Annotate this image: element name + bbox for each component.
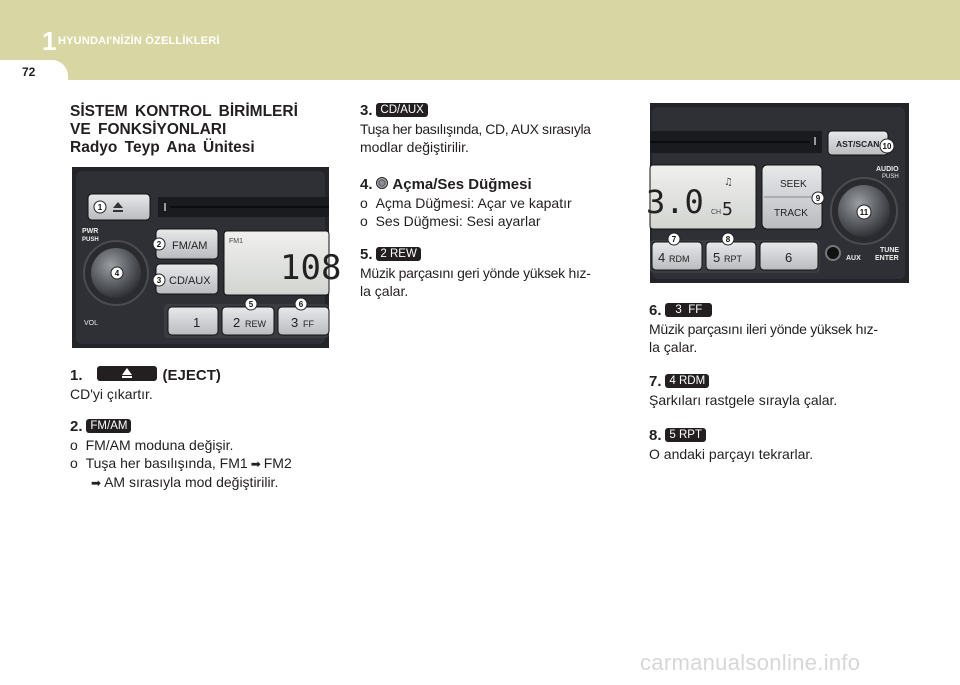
item-7 <box>649 372 911 409</box>
aux-jack <box>826 246 840 260</box>
item-1-text: CD'yi çıkartır. <box>70 386 153 402</box>
preset-5-number: 5 <box>713 250 721 265</box>
preset-5-rpt-label: RPT <box>724 254 742 264</box>
item-2 <box>70 417 332 492</box>
item-4-bullet-1: Açma Düğmesi: Açar ve kapatır <box>375 195 572 211</box>
preset-1-label: 1 <box>193 315 201 330</box>
svg-text:10: 10 <box>882 142 892 151</box>
item-7-number: 7. <box>649 373 662 390</box>
preset-2-rew-label: REW <box>245 319 266 329</box>
item-6-text-2: la çalar. <box>649 339 698 355</box>
section-heading <box>70 103 332 157</box>
item-6-text-1: Müzik parçasını ileri yönde yüksek hız- <box>649 321 878 337</box>
svg-text:2: 2 <box>156 240 162 249</box>
bullet-mark: o <box>360 195 368 211</box>
pwr-label: PWR <box>82 228 99 235</box>
item-1 <box>70 366 332 403</box>
disc-icon: ♫ <box>724 177 733 188</box>
preset-4-rdm-label: RDM <box>669 254 690 264</box>
item-3-text-1: Tuşa her basılışında, CD, AUX sırasıyla <box>360 121 591 137</box>
radio-main-unit-image-left <box>72 167 342 348</box>
item-2-bullet-1: FM/AM moduna değişir. <box>85 437 234 453</box>
chapter-title: HYUNDAI'NİZİN ÖZELLİKLERİ <box>58 35 220 47</box>
item-8-text: O andaki parçayı tekrarlar. <box>649 446 814 462</box>
item-5-text-2: la çalar. <box>360 283 409 299</box>
item-2-bullet-2a: Tuşa her basılışında, FM1 <box>85 455 248 471</box>
aux-label: AUX <box>846 255 861 262</box>
item-6-badge: 3 FF <box>665 303 712 317</box>
arrow-right-icon: ➡ <box>250 457 261 471</box>
svg-text:7: 7 <box>671 235 677 244</box>
section-title-line1: SİSTEM KONTROL BİRİMLERİ <box>70 103 298 120</box>
svg-text:8: 8 <box>725 235 731 244</box>
audio-push-label: PUSH <box>882 174 899 180</box>
item-4-bullet-2: Ses Düğmesi: Sesi ayarlar <box>375 213 541 229</box>
page-number: 72 <box>22 65 36 79</box>
preset-6-label: 6 <box>785 250 793 265</box>
item-3-badge: CD/AUX <box>376 103 427 117</box>
svg-text:9: 9 <box>815 194 821 203</box>
preset-3-number: 3 <box>291 315 299 330</box>
svg-text:11: 11 <box>859 208 869 217</box>
item-8 <box>649 426 911 463</box>
item-8-badge: 5 RPT <box>665 428 706 442</box>
item-5-badge: 2 REW <box>376 247 420 261</box>
display-value: 3.0 <box>646 183 704 221</box>
cd-aux-button-label: CD/AUX <box>169 275 211 287</box>
ast-scan-label: AST/SCAN <box>836 139 880 149</box>
item-3-text-2: modlar değiştirilir. <box>360 139 469 155</box>
section-subtitle: Radyo Teyp Ana Ünitesi <box>70 139 255 156</box>
ch-value: 5 <box>722 199 733 220</box>
fm-am-button-label: FM/AM <box>172 240 208 252</box>
item-1-number: 1. <box>70 367 83 384</box>
svg-text:4: 4 <box>114 269 120 278</box>
item-1-title: (EJECT) <box>162 367 221 384</box>
push-label: PUSH <box>82 237 99 243</box>
item-4-title: Açma/Ses Düğmesi <box>392 176 532 193</box>
svg-text:3: 3 <box>156 276 162 285</box>
watermark: carmanualsonline.info <box>640 650 861 675</box>
preset-3-ff-label: FF <box>303 319 314 329</box>
item-2-badge: FM/AM <box>86 419 131 433</box>
item-4-number: 4. <box>360 176 373 193</box>
item-7-text: Şarkıları rastgele sırayla çalar. <box>649 392 838 408</box>
section-title-line2: VE FONKSİYONLARI <box>70 121 227 138</box>
item-3-number: 3. <box>360 102 373 119</box>
item-8-number: 8. <box>649 427 662 444</box>
fm1-indicator: FM1 <box>229 238 243 245</box>
bullet-mark: o <box>70 437 78 453</box>
frequency-display: 108 <box>280 248 342 288</box>
radio-main-unit-image-right <box>646 103 909 283</box>
chapter-number: 1 <box>42 26 57 56</box>
item-6 <box>649 301 911 356</box>
item-2-bullet-2b: FM2 <box>263 455 292 471</box>
knob-icon <box>376 177 388 189</box>
tune-label: TUNE <box>880 247 900 254</box>
enter-label: ENTER <box>875 255 899 262</box>
item-2-number: 2. <box>70 418 83 435</box>
vol-label: VOL <box>84 320 99 327</box>
item-3 <box>360 101 622 156</box>
arrow-right-icon: ➡ <box>91 476 102 490</box>
item-2-bullet-2c: AM sırasıyla mod değiştirilir. <box>104 474 279 490</box>
preset-4-number: 4 <box>658 250 666 265</box>
item-5-number: 5. <box>360 246 373 263</box>
preset-2-number: 2 <box>233 315 241 330</box>
svg-text:6: 6 <box>298 300 304 309</box>
item-5-text-1: Müzik parçasını geri yönde yüksek hız- <box>360 265 591 281</box>
item-5 <box>360 245 622 300</box>
audio-label: AUDIO <box>876 166 899 173</box>
item-4 <box>360 175 622 230</box>
bullet-mark: o <box>360 213 368 229</box>
item-6-number: 6. <box>649 302 662 319</box>
svg-text:5: 5 <box>248 300 254 309</box>
item-7-badge: 4 RDM <box>665 374 709 388</box>
eject-badge-icon <box>97 366 157 381</box>
seek-button[interactable]: SEEK <box>780 179 807 190</box>
bullet-mark: o <box>70 455 78 471</box>
svg-text:1: 1 <box>97 203 103 212</box>
track-button[interactable]: TRACK <box>774 208 808 219</box>
ch-label: CH <box>711 209 722 216</box>
